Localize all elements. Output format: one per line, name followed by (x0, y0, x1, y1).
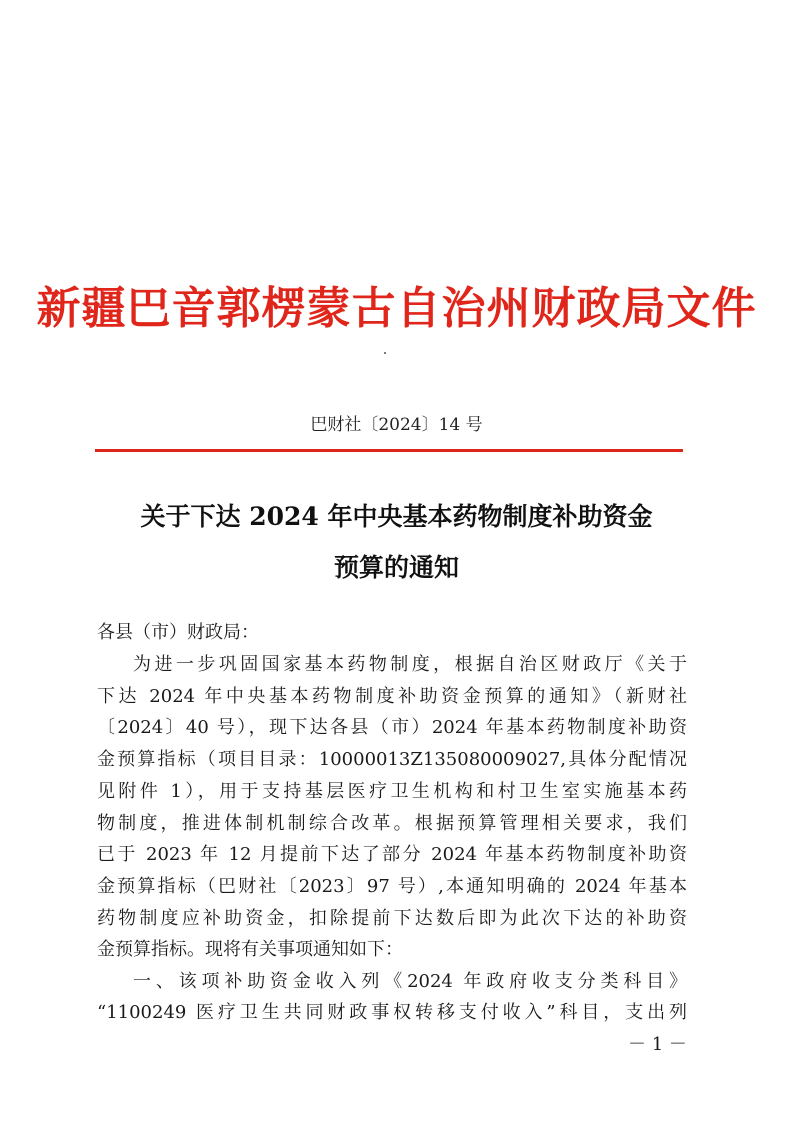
body-line: 药物制度应补助资金，扣除提前下达数后即为此次下达的补助资 (97, 908, 687, 929)
red-separator-line (95, 449, 683, 452)
body-line: 一、该项补助资金收入列《2024 年政府收支分类科目》 (133, 971, 687, 992)
body-line: “1100249 医疗卫生共同财政事权转移支付收入”科目，支出列 (97, 1002, 687, 1023)
body-line: 金预算指标（项目目录：10000013Z135080009027,具体分配情况 (97, 749, 687, 770)
salutation: 各县（市）财政局： (97, 622, 259, 643)
notice-title-line-2: 预算的通知 (333, 553, 459, 582)
body-line: 物制度，推进体制机制综合改革。根据预算管理相关要求，我们 (97, 813, 687, 834)
body-line: 为进一步巩固国家基本药物制度，根据自治区财政厅《关于 (133, 654, 687, 675)
stray-dot (384, 352, 386, 354)
body-line: 〔2024〕40 号），现下达各县（市）2024 年基本药物制度补助资 (97, 717, 687, 738)
body-line: 见附件 1），用于支持基层医疗卫生机构和村卫生室实施基本药 (97, 781, 687, 802)
body-line: 金预算指标。现将有关事项通知如下： (97, 939, 403, 960)
document-number: 巴财社〔2024〕14 号 (310, 415, 483, 435)
issuer-header: 新疆巴音郭楞蒙古自治州财政局文件 (36, 283, 757, 334)
body-line: 已于 2023 年 12 月提前下达了部分 2024 年基本药物制度补助资 (97, 844, 687, 865)
body-line: 金预算指标（巴财社〔2023〕97 号）,本通知明确的 2024 年基本 (97, 876, 687, 897)
body-line: 下达 2024 年中央基本药物制度补助资金预算的通知》（新财社 (97, 686, 687, 707)
page-number: － 1 － (628, 1034, 687, 1055)
notice-title-line-1: 关于下达 2024 年中央基本药物制度补助资金 (140, 502, 653, 531)
